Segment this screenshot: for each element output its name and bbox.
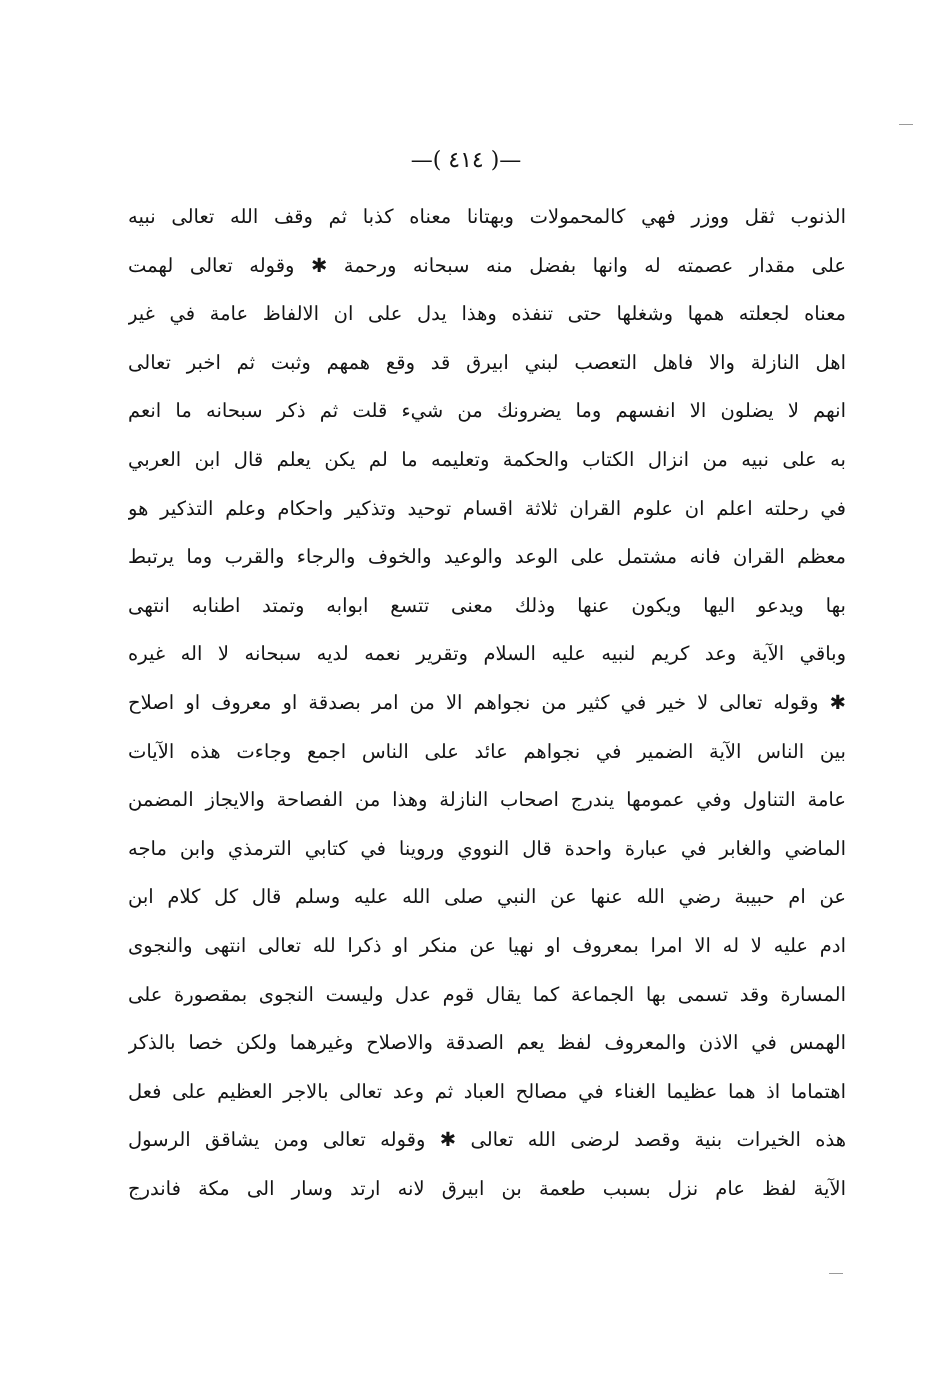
text-line: ادم عليه لا له الا امرا بمعروف او نهيا عن منكر او ذكرا لله تعالى انتهى والنجوى [128, 933, 846, 957]
text-line: المسارة وقد تسمى بها الجماعة كما يقال قوم عدل وليست النجوى بمقصورة على [128, 982, 846, 1006]
text-line: هذه الخيرات بنية وقصد لرضى الله تعالى ✱ وقوله تعالى ومن يشاقق الرسول [128, 1128, 846, 1152]
text-line: الماضي والغابر في عبارة واحدة قال النووي وروينا في كتابي الترمذي وابن ماجه [128, 836, 846, 860]
text-line: ✱ وقوله تعالى لا خير في كثير من نجواهم الا من امر بصدقة او معروف او اصلاح [128, 690, 846, 714]
text-line: بها ويدعو اليها ويكون عنها وذلك معنى تتسع ابوابه وتمتد اطنابه انتهى [128, 593, 846, 617]
text-line: وباقي الآية وعد كريم لنبيه عليه السلام وتقرير نعمه لديه سبحانه لا اله غيره [128, 642, 846, 666]
text-line: بين الناس الآية الضمير في نجواهم عائد على الناس اجمع وجاءت هذه الآيات [128, 739, 846, 763]
text-line: اهتماما اذ هما عظيما الغناء في مصالح العباد ثم وعد تعالى بالاجر العظيم على فعل [128, 1079, 846, 1103]
text-line: على مقدار عصمته له وانها بفضل منه سبحانه ورحمة ✱ وقوله تعالى لهمت [128, 253, 846, 277]
text-line: معظم القران فانه مشتمل على الوعد والوعيد والخوف والرجاء والقرب وما يرتبط [128, 545, 846, 569]
text-line: عامة التناول وفي عمومها يندرج اصحاب النازلة وهذا من الفصاحة والايجاز المضمن [128, 788, 846, 812]
text-line: انهم لا يضلون الا انفسهم وما يضرونك من شيء قلت ثم ذكر سبحانه ما انعم [128, 399, 846, 423]
text-line: عن ام حبيبة رضي الله عنها عن النبي صلى الله عليه وسلم قال كل كلام ابن [128, 885, 846, 909]
body-text [128, 197, 846, 1217]
scan-edge-mark [899, 124, 913, 125]
text-line: الهمس في الاذن والمعروف لفظ يعم الصدقة والاصلاح وغيرهما ولكن خصا بالذكر [128, 1031, 846, 1055]
text-line: الذنوب ثقل ووزر فهي كالمحمولات وبهتانا معناه كذبا ثم وقف الله تعالى نبيه [128, 205, 846, 228]
scan-edge-mark [829, 1273, 843, 1274]
text-line: اهل النازلة والا فاهل التعصب لبني ابيرق قد وقع همهم وثبت ثم اخبر تعالى [128, 350, 846, 374]
text-line: في رحلته اعلم ان علوم القران ثلاثة اقسام توحيد وتذكير واحكام وعلم التذكير هو [128, 496, 846, 520]
text-line: معناه لجعلته همها وشغلها حتى تنفذه وهذا يدل على ان الالفاظ عامة في غير [128, 302, 846, 326]
text-line: به على نبيه من انزال الكتاب والحكمة وتعليمه ما لم يكن يعلم قال ابن العربي [128, 447, 846, 471]
text-line: الآية لفظ عام نزل بسبب طعمة بن ابيرق لانه ارتد وسار الى مكة فاندرج [128, 1176, 846, 1200]
page-number: —( ٤١٤ )— [410, 148, 522, 173]
